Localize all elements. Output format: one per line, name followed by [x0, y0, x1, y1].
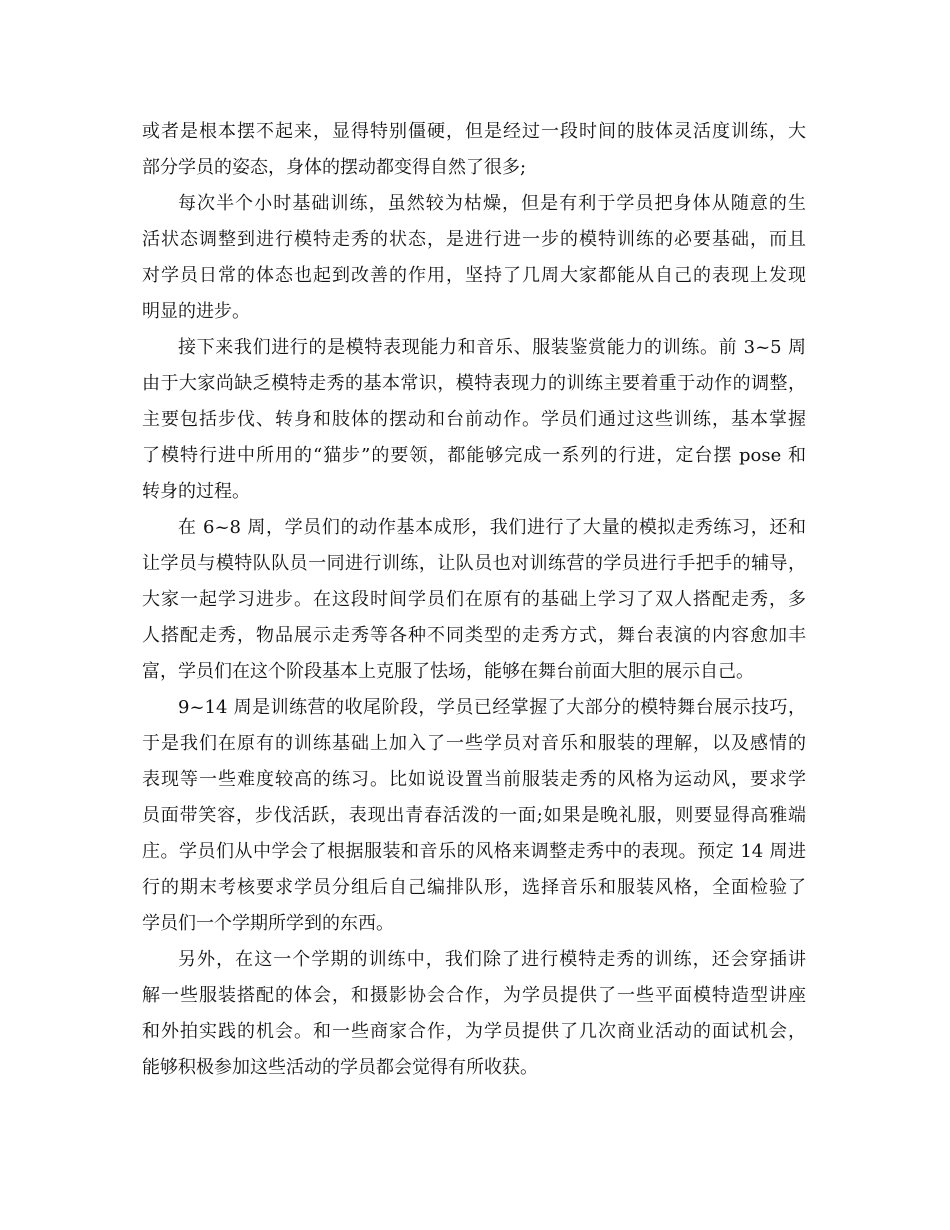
- text-line: 大家一起学习进步。在这段时间学员们在原有的基础上学习了双人搭配走秀，多: [142, 589, 806, 610]
- text-line: 活状态调整到进行模特走秀的状态，是进行进一步的模特训练的必要基础，而且: [142, 229, 806, 250]
- paragraph: [142, 510, 806, 690]
- text-line: 员面带笑容，步伐活跃，表现出青春活泼的一面;如果是晚礼服，则要显得高雅端: [142, 805, 806, 826]
- paragraph: [142, 186, 806, 330]
- text-line: 和外拍实践的机会。和一些商家合作，为学员提供了几次商业活动的面试机会，: [142, 1021, 806, 1042]
- text-line: 人搭配走秀，物品展示走秀等各种不同类型的走秀方式，舞台表演的内容愈加丰: [142, 625, 806, 646]
- text-line: 对学员日常的体态也起到改善的作用，坚持了几周大家都能从自己的表现上发现: [142, 265, 806, 286]
- paragraph: [142, 942, 806, 1086]
- text-line: 或者是根本摆不起来，显得特别僵硬，但是经过一段时间的肢体灵活度训练，大: [142, 121, 806, 142]
- text-line: 接下来我们进行的是模特表现能力和音乐、服装鉴赏能力的训练。前 3~5 周: [178, 337, 806, 358]
- text-line: 让学员与模特队队员一同进行训练，让队员也对训练营的学员进行手把手的辅导，: [142, 553, 806, 574]
- text-line: 富，学员们在这个阶段基本上克服了怯场，能够在舞台前面大胆的展示自己。: [142, 661, 754, 682]
- text-line: 庄。学员们从中学会了根据服装和音乐的风格来调整走秀中的表现。预定 14 周进: [142, 841, 806, 862]
- text-line: 9~14 周是训练营的收尾阶段，学员已经掌握了大部分的模特舞台展示技巧，: [178, 697, 806, 718]
- text-line: 主要包括步伐、转身和肢体的摆动和台前动作。学员们通过这些训练，基本掌握: [142, 409, 806, 430]
- text-line: 于是我们在原有的训练基础上加入了一些学员对音乐和服装的理解，以及感情的: [142, 733, 806, 754]
- paragraph: [142, 690, 806, 942]
- document-page: [142, 114, 806, 1086]
- text-line: 另外，在这一个学期的训练中，我们除了进行模特走秀的训练，还会穿插讲: [178, 949, 806, 970]
- text-line: 能够积极参加这些活动的学员都会觉得有所收获。: [142, 1057, 538, 1078]
- text-line: 行的期末考核要求学员分组后自己编排队形，选择音乐和服装风格，全面检验了: [142, 877, 806, 898]
- text-line: 在 6~8 周，学员们的动作基本成形，我们进行了大量的模拟走秀练习，还和: [178, 517, 806, 538]
- text-line: 每次半个小时基础训练，虽然较为枯燥，但是有利于学员把身体从随意的生: [178, 193, 806, 214]
- paragraph: [142, 114, 806, 186]
- paragraph: [142, 330, 806, 510]
- text-line: 解一些服装搭配的体会，和摄影协会合作，为学员提供了一些平面模特造型讲座: [142, 985, 806, 1006]
- text-line: 明显的进步。: [142, 301, 250, 322]
- text-line: 由于大家尚缺乏模特走秀的基本常识，模特表现力的训练主要着重于动作的调整，: [142, 373, 806, 394]
- text-line: 转身的过程。: [142, 481, 250, 502]
- text-line: 部分学员的姿态，身体的摆动都变得自然了很多;: [142, 157, 527, 178]
- text-line: 了模特行进中所用的“猫步”的要领，都能够完成一系列的行进，定台摆 pose 和: [142, 445, 806, 466]
- text-line: 表现等一些难度较高的练习。比如说设置当前服装走秀的风格为运动风，要求学: [142, 769, 806, 790]
- text-line: 学员们一个学期所学到的东西。: [142, 913, 394, 934]
